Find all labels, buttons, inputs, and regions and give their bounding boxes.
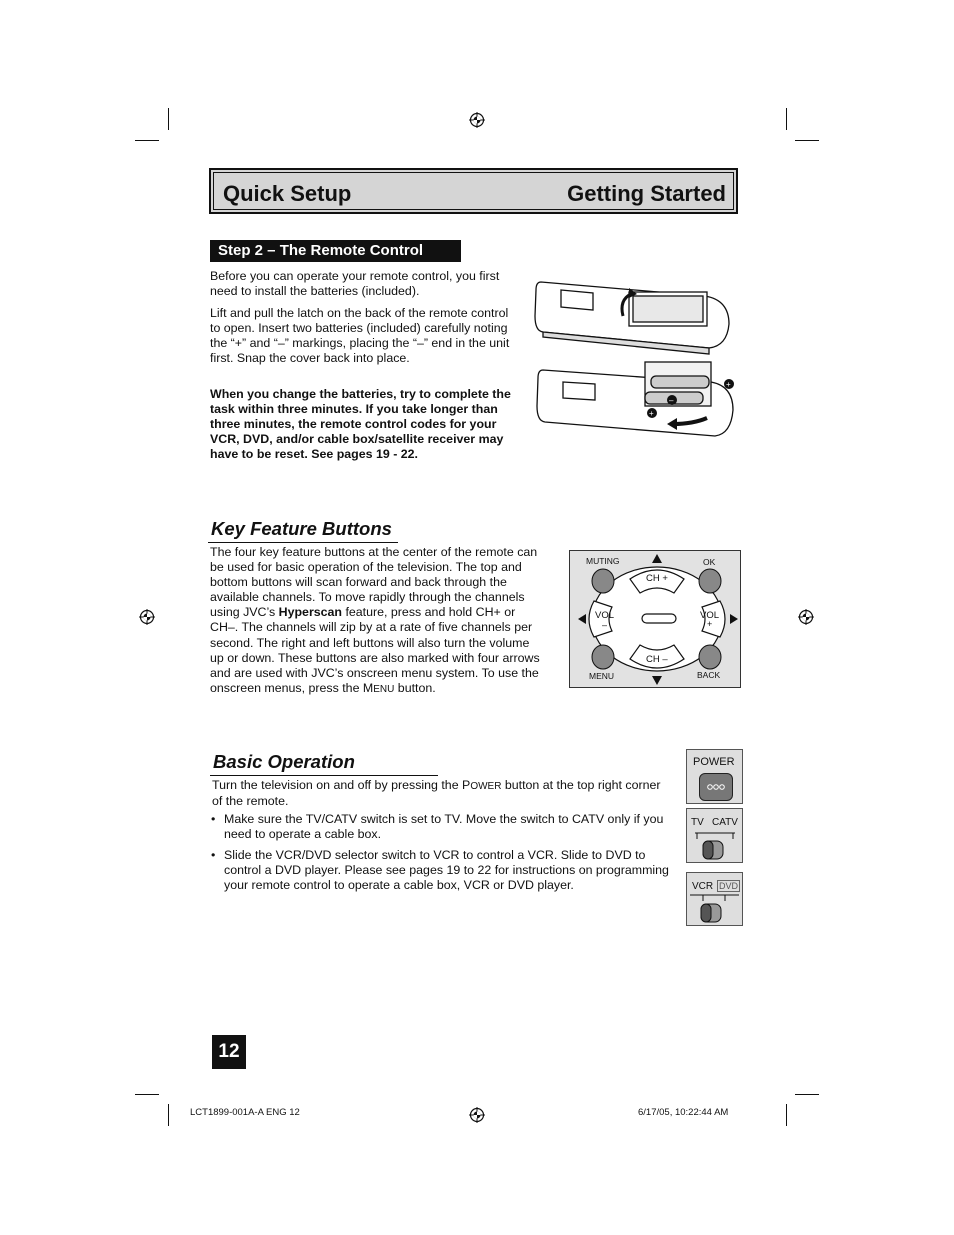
svg-text:+: + — [649, 409, 654, 418]
registration-mark-icon — [469, 112, 485, 128]
registration-mark-icon — [798, 609, 814, 625]
muting-label: MUTING — [586, 556, 620, 566]
dvd-label: DVD — [719, 881, 739, 891]
bullet-vcr-dvd — [211, 848, 672, 893]
footer-right: 6/17/05, 10:22:44 AM — [638, 1107, 729, 1118]
small-caps-fragment: ENU — [373, 683, 395, 695]
step2-warning: When you change the batteries, try to complete the task within three minutes. If you take longer than three minutes, the remote control codes for your VCR, DVD, and/or cable box/satellite receiver may have to be reset. See pages 19 - 22. — [210, 387, 511, 462]
vol-up-sign: + — [707, 619, 713, 629]
bullet-mark: • — [211, 812, 216, 826]
crop-mark — [135, 1094, 159, 1095]
crop-mark — [795, 1094, 819, 1095]
crop-mark — [168, 108, 169, 130]
vcr-dvd-switch-panel — [686, 872, 743, 926]
hyperscan-term: Hyperscan — [278, 605, 343, 620]
power-dots-icon — [706, 782, 726, 792]
step2-paragraph-2: Lift and pull the latch on the back of the remote control to open. Insert two batteries (included) carefully noting the “+” and “–” markings, placing the “–” end in the unit first. Snap the cover back into place. — [210, 306, 510, 366]
registration-mark-icon — [469, 1107, 485, 1123]
heading-underline — [208, 542, 398, 543]
svg-text:+: + — [726, 380, 731, 389]
ch-plus-label: CH + — [646, 573, 668, 584]
bullet-text: Slide the VCR/DVD selector switch to VCR to control a VCR. Slide to DVD to control a DVD player. Please see pages 19 to 22 for instructions on programming your remote control to operate a cable box, VCR or DVD player. — [224, 848, 669, 893]
crop-mark — [786, 1104, 787, 1126]
text-fragment: The four key feature buttons at the center of the remote can be used for basic operation of the television. The top and bottom buttons will scan forward and back through the available channels. To move rapidly through the channels using JVC’s — [210, 545, 538, 620]
crop-mark — [135, 140, 159, 141]
vcr-dvd-slider[interactable] — [687, 873, 744, 927]
vol-down-label: VOL — [595, 610, 615, 621]
tv-catv-slider[interactable] — [687, 809, 744, 864]
text-fragment: button. — [394, 680, 436, 695]
back-label: BACK — [697, 670, 721, 680]
ok-label: OK — [703, 557, 716, 567]
key-features-heading: Key Feature Buttons — [211, 518, 392, 539]
tv-label: TV — [691, 817, 704, 828]
step2-paragraph-1: Before you can operate your remote control, you first need to install the batteries (included). — [210, 269, 500, 299]
catv-label: CATV — [712, 817, 738, 828]
vcr-label: VCR — [692, 881, 714, 892]
menu-label: MENU — [589, 671, 615, 681]
tv-catv-switch-panel — [686, 808, 743, 863]
vol-down-sign: – — [602, 620, 608, 630]
text-fragment: button at the top right corner of the remote. — [212, 778, 661, 809]
text-fragment: Turn the television on and off by pressing the P — [212, 778, 471, 792]
key-features-paragraph — [210, 545, 546, 697]
crop-mark — [168, 1104, 169, 1126]
vol-up-label: VOL — [700, 610, 720, 621]
svg-text:–: – — [669, 396, 674, 405]
heading-underline — [210, 775, 438, 776]
bullet-mark: • — [211, 848, 216, 862]
key-buttons-diagram — [569, 550, 741, 688]
crop-mark — [795, 140, 819, 141]
crop-mark — [786, 108, 787, 130]
small-caps-fragment: OWER — [470, 781, 502, 792]
bullet-tv-catv — [211, 812, 664, 842]
power-button-panel — [686, 749, 743, 804]
footer-left: LCT1899-001A-A ENG 12 — [190, 1107, 300, 1118]
basic-operation-heading: Basic Operation — [213, 751, 355, 772]
remote-battery-illustration — [533, 276, 738, 442]
section-header — [209, 168, 738, 214]
power-button[interactable] — [699, 773, 733, 801]
basic-operation-intro — [212, 778, 672, 809]
header-left-title: Quick Setup — [223, 181, 352, 206]
registration-mark-icon — [139, 609, 155, 625]
step2-heading: Step 2 – The Remote Control — [210, 240, 461, 262]
power-label: POWER — [693, 756, 735, 768]
text-fragment: feature, press and hold CH+ or CH–. The channels will zip by at a rate of five channels per second. The right and left buttons will also turn the volume up or down. These buttons are also marked with four arrows and are used with JVC’s onscreen menu system. To use the onscreen menus, press the M — [210, 605, 540, 695]
page-number: 12 — [212, 1035, 246, 1069]
header-right-title: Getting Started — [567, 181, 726, 206]
bullet-text: Make sure the TV/CATV switch is set to TV. Move the switch to CATV only if you need to operate a cable box. — [224, 812, 664, 842]
ch-minus-label: CH – — [646, 654, 668, 665]
